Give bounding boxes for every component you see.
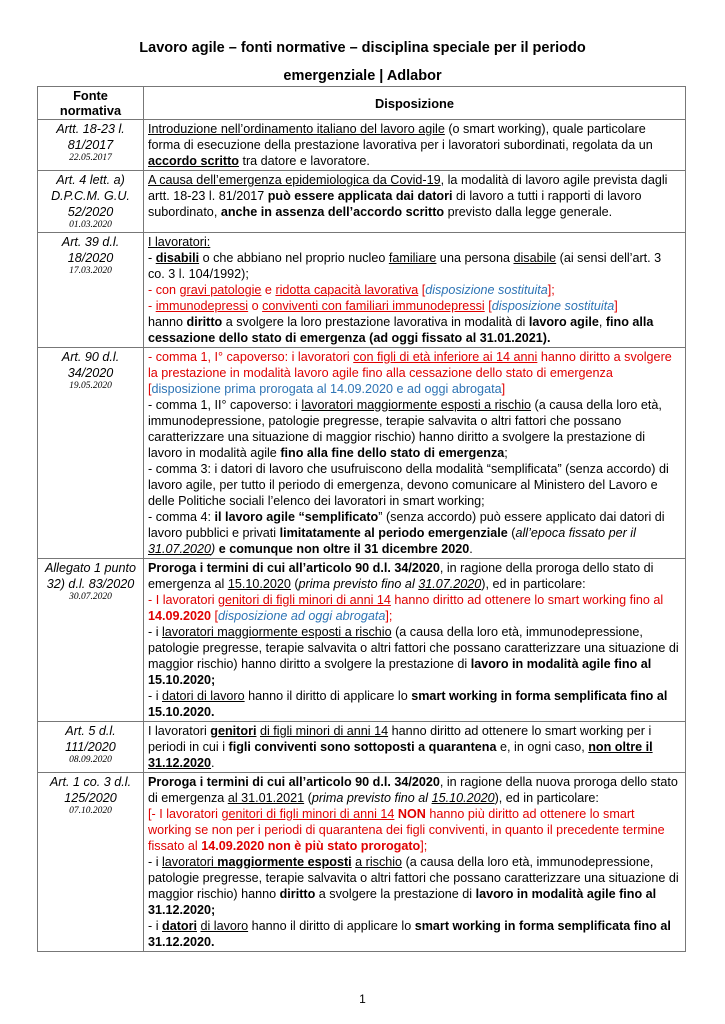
disposizione-paragraph bbox=[148, 688, 681, 720]
fonte-reference: Art. 4 lett. a) D.P.C.M. G.U. 52/2020 bbox=[51, 173, 130, 219]
fonte-reference: Art. 39 d.l. 18/2020 bbox=[61, 235, 120, 265]
text-segment: hanno diritto ad ottenere lo smart working per i periodi in cui i bbox=[148, 724, 652, 754]
text-segment: - bbox=[148, 251, 156, 265]
text-segment: gravi patologie bbox=[179, 283, 262, 297]
text-segment: ( bbox=[290, 577, 299, 591]
text-segment: (o smart working), quale particolare forma di esecuzione della prestazione lavorativa per i lavoratori subordinati, regolata da un bbox=[148, 122, 653, 152]
text-segment: ]; bbox=[547, 283, 555, 297]
fonte-reference: Art. 1 co. 3 d.l. 125/2020 bbox=[49, 775, 132, 805]
text-segment: (a causa della loro età, immunodepressione, patologie pregresse, terapie salvavita o altri fattori che possano caratterizzare una situazione di maggior rischio) hanno diritto a svolgere la prestazione di bbox=[148, 625, 679, 671]
text-segment: A causa dell’emergenza epidemiologica da Covid-19 bbox=[148, 173, 441, 187]
text-segment: ), ed in particolare: bbox=[481, 577, 586, 591]
disposizione-paragraph bbox=[148, 314, 681, 346]
text-segment: hanno il diritto di applicare lo bbox=[248, 919, 415, 933]
disposizione-paragraph bbox=[148, 397, 681, 461]
disposizione-paragraph bbox=[148, 172, 681, 220]
disposizione-paragraph bbox=[148, 854, 681, 918]
fonte-cell bbox=[38, 773, 144, 952]
text-segment: I lavoratori: bbox=[148, 235, 211, 249]
document-title-line-2: emergenziale | Adlabor bbox=[283, 68, 442, 84]
text-segment: ( bbox=[304, 791, 312, 805]
disposizione-cell bbox=[144, 348, 686, 559]
text-segment: e, in ogni caso, bbox=[496, 740, 589, 754]
table-row bbox=[38, 171, 686, 233]
text-segment: limitatamente al periodo emergenziale bbox=[279, 526, 508, 540]
disposizione-cell bbox=[144, 559, 686, 722]
text-segment: Proroga i termini di cui all’articolo 90 d.l. 34/2020 bbox=[148, 775, 440, 789]
text-segment: - i bbox=[148, 689, 162, 703]
text-segment: - comma 4: bbox=[148, 510, 215, 524]
text-segment: datori bbox=[162, 919, 197, 933]
text-segment: ), ed in particolare: bbox=[494, 791, 599, 805]
norms-table bbox=[37, 86, 686, 952]
document-title-line-1: Lavoro agile – fonti normative – disciplina speciale per il periodo bbox=[139, 40, 586, 56]
disposizione-paragraph bbox=[148, 282, 681, 298]
text-segment: anche in assenza dell’accordo scritto bbox=[220, 205, 445, 219]
text-segment: smart working in forma semplificata fino al 15.10.2020. bbox=[148, 689, 668, 719]
text-segment: all’epoca fissato per il bbox=[515, 526, 636, 540]
text-segment: smart working in forma semplificata fino al 31.12.2020. bbox=[148, 919, 671, 949]
text-segment: o bbox=[248, 299, 263, 313]
text-segment: familiare bbox=[388, 251, 437, 265]
text-segment: hanno il diritto di applicare lo bbox=[244, 689, 412, 703]
text-segment: ridotta capacità lavorativa bbox=[275, 283, 419, 297]
fonte-reference: Art. 5 d.l. 111/2020 bbox=[65, 724, 116, 754]
document-title bbox=[70, 34, 655, 90]
text-segment: fino alla cessazione dello stato di emergenza (ad oggi fissato al 31.01.2021). bbox=[148, 315, 654, 345]
text-segment: - i bbox=[148, 919, 162, 933]
page-number: 1 bbox=[359, 992, 366, 1006]
text-segment: , la modalità di lavoro agile prevista dagli artt. 18-23 l. 81/2017 bbox=[148, 173, 668, 203]
text-segment: diritto bbox=[186, 315, 223, 329]
fonte-date: 08.09.2020 bbox=[69, 755, 112, 765]
text-segment: disposizione prima prorogata al 14.09.2020 e ad oggi abrogata bbox=[151, 382, 502, 396]
text-segment: a svolgere la prestazione di bbox=[315, 887, 476, 901]
fonte-cell bbox=[38, 348, 144, 559]
disposizione-cell bbox=[144, 120, 686, 171]
disposizione-paragraph bbox=[148, 918, 681, 950]
text-segment: o che abbiano nel proprio nucleo bbox=[199, 251, 389, 265]
table-row bbox=[38, 120, 686, 171]
text-segment: hanno bbox=[148, 315, 187, 329]
fonte-cell bbox=[38, 559, 144, 722]
text-segment: ) bbox=[211, 542, 216, 556]
text-segment: immunodepressi bbox=[155, 299, 249, 313]
text-segment: , in ragione della nuova proroga dello stato di emergenza bbox=[148, 775, 678, 805]
text-segment: ] bbox=[614, 299, 618, 313]
text-segment: NON bbox=[397, 807, 426, 821]
text-segment: [ bbox=[418, 283, 426, 297]
text-segment: , bbox=[598, 315, 606, 329]
text-segment: genitori bbox=[210, 724, 257, 738]
text-segment: lavoro agile bbox=[528, 315, 599, 329]
text-segment: genitori di figli minori di anni 14 bbox=[218, 593, 391, 607]
disposizione-paragraph bbox=[148, 121, 681, 169]
text-segment: disposizione ad oggi abrogata bbox=[218, 609, 386, 623]
text-segment: 15.10.2020 bbox=[227, 577, 291, 591]
text-segment: [- I lavoratori bbox=[148, 807, 222, 821]
text-segment: datori di lavoro bbox=[162, 689, 245, 703]
text-segment: previsto dalla legge generale. bbox=[444, 205, 613, 219]
text-segment: 31.07.2020 bbox=[148, 542, 212, 556]
text-segment: 14.09.2020 non è più stato prorogato bbox=[201, 839, 421, 853]
fonte-date: 01.03.2020 bbox=[69, 220, 112, 230]
text-segment: - i bbox=[148, 625, 162, 639]
text-segment: - con bbox=[148, 283, 180, 297]
text-segment: [ bbox=[211, 609, 219, 623]
text-segment: di lavoro bbox=[200, 919, 249, 933]
text-segment: hanno più diritto ad ottenere lo smart working se non per i periodi di quarantena dei figli conviventi, in quanto il precedente termine fissato al bbox=[148, 807, 665, 853]
table-row bbox=[38, 722, 686, 773]
text-segment: e bbox=[261, 283, 276, 297]
header-disposizione: Disposizione bbox=[144, 87, 686, 120]
fonte-date: 30.07.2020 bbox=[69, 592, 112, 602]
text-segment: di figli minori di anni 14 bbox=[259, 724, 389, 738]
table-row bbox=[38, 773, 686, 952]
text-segment: - comma 1, I° capoverso: i lavoratori bbox=[148, 350, 354, 364]
text-segment: figli conviventi sono sottoposti a quarantena bbox=[228, 740, 497, 754]
fonte-cell bbox=[38, 171, 144, 233]
text-segment: . bbox=[211, 756, 215, 770]
text-segment: e comunque non oltre il 31 dicembre 2020 bbox=[215, 542, 470, 556]
disposizione-cell bbox=[144, 773, 686, 952]
text-segment: lavoro in modalità agile fino al 15.10.2020; bbox=[148, 657, 652, 687]
text-segment: ]; bbox=[385, 609, 393, 623]
fonte-cell bbox=[38, 120, 144, 171]
text-segment: Proroga i termini di cui all’articolo 90 d.l. 34/2020 bbox=[148, 561, 440, 575]
text-segment: I lavoratori bbox=[148, 724, 211, 738]
disposizione-cell bbox=[144, 233, 686, 348]
disposizione-paragraph bbox=[148, 509, 681, 557]
text-segment: una persona bbox=[436, 251, 514, 265]
fonte-cell bbox=[38, 722, 144, 773]
fonte-reference: Allegato 1 punto 32) d.l. 83/2020 bbox=[44, 561, 137, 591]
text-segment: ]; bbox=[420, 839, 428, 853]
text-segment: ” (senza accordo) può essere applicato dai datori di lavoro pubblici e privati bbox=[148, 510, 665, 540]
text-segment: 14.09.2020 bbox=[148, 609, 212, 623]
text-segment: lavoratori maggiormente esposti a rischio bbox=[301, 398, 532, 412]
text-segment: - i bbox=[148, 855, 162, 869]
text-segment: - comma 1, II° capoverso: i bbox=[148, 398, 302, 412]
disposizione-paragraph bbox=[148, 723, 681, 771]
text-segment: disposizione sostituita bbox=[491, 299, 615, 313]
text-segment: ( bbox=[507, 526, 516, 540]
text-segment: lavoratori maggiormente esposti a rischio bbox=[162, 625, 392, 639]
disposizione-paragraph bbox=[148, 298, 681, 314]
text-segment: fino alla fine dello stato di emergenza bbox=[280, 446, 505, 460]
disposizione-paragraph bbox=[148, 806, 681, 854]
disposizione-paragraph bbox=[148, 624, 681, 688]
text-segment: il lavoro agile “semplificato bbox=[214, 510, 379, 524]
text-segment: Introduzione nell’ordinamento italiano del lavoro agile bbox=[148, 122, 445, 136]
text-segment: non oltre il 31.12.2020 bbox=[148, 740, 653, 770]
text-segment: accordo scritto bbox=[148, 154, 239, 168]
text-segment: conviventi con familiari immunodepressi bbox=[262, 299, 485, 313]
disposizione-paragraph bbox=[148, 592, 681, 624]
text-segment: 15.10.2020 bbox=[431, 791, 495, 805]
text-segment: (ai sensi dell’art. 3 co. 3 l. 104/1992); bbox=[148, 251, 662, 281]
table-body bbox=[38, 120, 686, 952]
text-segment: di lavoro a tutti i rapporti di lavoro subordinato, bbox=[148, 189, 642, 219]
text-segment: hanno diritto ad ottenere lo smart working fino al bbox=[390, 593, 664, 607]
table-row bbox=[38, 348, 686, 559]
disposizione-paragraph bbox=[148, 234, 681, 250]
text-segment: ; bbox=[504, 446, 508, 460]
text-segment: [ bbox=[484, 299, 492, 313]
text-segment: a svolgere la loro prestazione lavorativa in modalità di bbox=[222, 315, 529, 329]
text-segment: al 31.01.2021 bbox=[227, 791, 305, 805]
text-segment: a rischio bbox=[355, 855, 403, 869]
text-segment: disabile bbox=[513, 251, 557, 265]
text-segment: tra datore e lavoratore. bbox=[238, 154, 370, 168]
fonte-date: 17.03.2020 bbox=[69, 266, 112, 276]
text-segment: 31.07.2020 bbox=[418, 577, 482, 591]
text-segment: con figli di età inferiore ai 14 anni bbox=[353, 350, 538, 364]
text-segment: hanno diritto a svolgere la prestazione in modalità lavoro agile fino alla cessazione dello stato di emergenza [ bbox=[148, 350, 672, 396]
text-segment: genitori di figli minori di anni 14 bbox=[221, 807, 395, 821]
table-row bbox=[38, 233, 686, 348]
header-fonte: Fonte normativa bbox=[38, 87, 144, 120]
text-segment: - bbox=[148, 299, 156, 313]
disposizione-cell bbox=[144, 171, 686, 233]
text-segment: - I lavoratori bbox=[148, 593, 218, 607]
text-segment: disabili bbox=[155, 251, 200, 265]
disposizione-paragraph bbox=[148, 349, 681, 397]
disposizione-paragraph bbox=[148, 461, 681, 509]
text-segment: lavoro in modalità agile fino al 31.12.2020; bbox=[148, 887, 657, 917]
table-header-row bbox=[38, 87, 686, 120]
fonte-reference: Art. 90 d.l. 34/2020 bbox=[61, 350, 120, 380]
fonte-reference: Artt. 18-23 l. 81/2017 bbox=[56, 122, 125, 152]
disposizione-paragraph bbox=[148, 774, 681, 806]
disposizione-paragraph bbox=[148, 250, 681, 282]
text-segment: ] bbox=[501, 382, 506, 396]
text-segment: - comma 3: i datori di lavoro che usufruiscono della modalità “semplificata” (senza accordo) di lavoro agile, per tutto il periodo di emergenza, devono comunicare al Ministero del Lavoro e delle Politiche sociali l’elenco dei lavoratori in smart working; bbox=[148, 462, 669, 508]
disposizione-cell bbox=[144, 722, 686, 773]
text-segment: (a causa della loro età, immunodepressione, patologie pregresse, terapie salvavita o altri fattori che possano caratterizzare una situazione di maggior rischio) hanno diritto a svolgere la prestazione di lavoro in modalità agile bbox=[148, 398, 662, 460]
text-segment: prima previsto fino al bbox=[298, 577, 419, 591]
text-segment: maggiormente esposti bbox=[217, 855, 352, 869]
text-segment: (a causa della loro età, immunodepressione, patologie pregresse, terapie salvavita o altri fattori che possano caratterizzare una situazione di maggior rischio) hanno bbox=[148, 855, 679, 901]
text-segment: può essere applicata dai datori bbox=[267, 189, 453, 203]
text-segment: . bbox=[469, 542, 473, 556]
fonte-date: 07.10.2020 bbox=[69, 806, 112, 816]
fonte-date: 19.05.2020 bbox=[69, 381, 112, 391]
disposizione-paragraph bbox=[148, 560, 681, 592]
text-segment: lavoratori bbox=[162, 855, 218, 869]
text-segment: prima previsto fino al bbox=[311, 791, 432, 805]
table-row bbox=[38, 559, 686, 722]
text-segment: diritto bbox=[279, 887, 316, 901]
text-segment: disposizione sostituita bbox=[425, 283, 548, 297]
text-segment: , in ragione della proroga dello stato di emergenza al bbox=[148, 561, 654, 591]
fonte-cell bbox=[38, 233, 144, 348]
fonte-date: 22.05.2017 bbox=[69, 153, 112, 163]
